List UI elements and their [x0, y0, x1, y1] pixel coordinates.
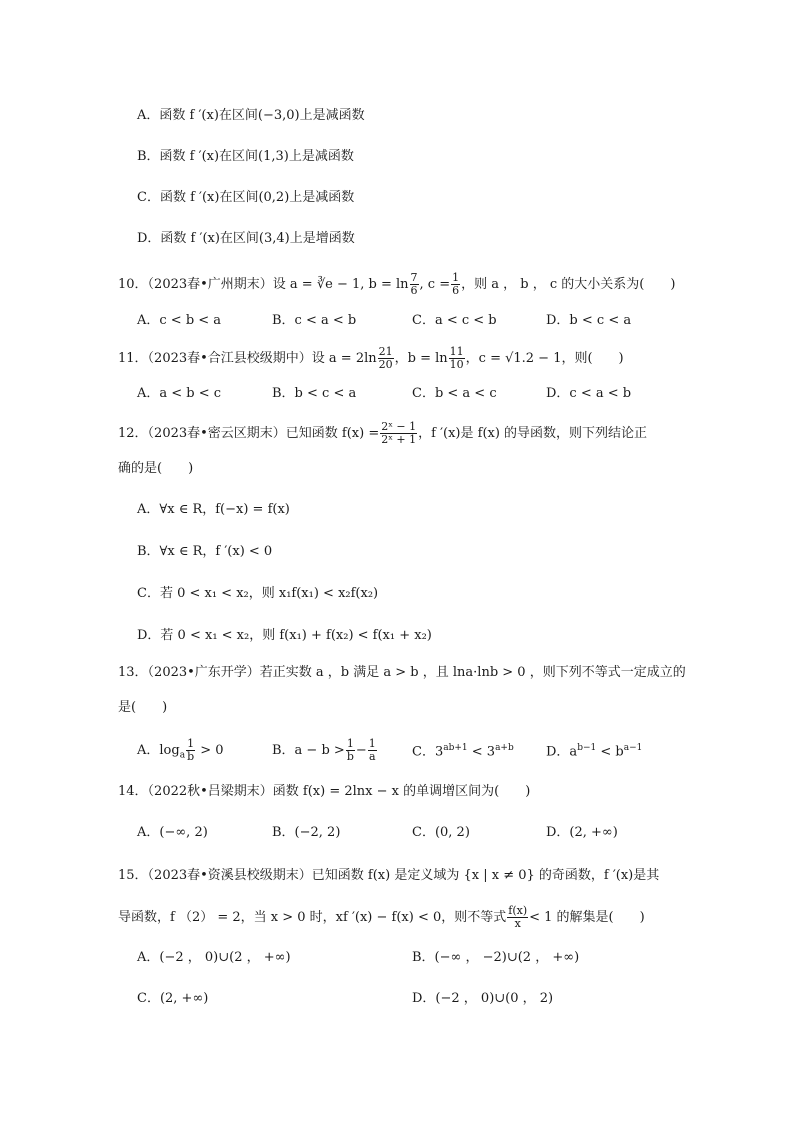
q12-stem — [118, 421, 647, 446]
q11-frac2-den: 10 — [449, 358, 464, 371]
q12-stem-b: ，f ′(x)是 f(x) 的导函数，则下列结论正 — [418, 426, 648, 441]
q13-d-sup2: a−1 — [623, 743, 643, 753]
q12-option-d: D．若 0 < x₁ < x₂，则 f(x₁) + f(x₂) < f(x₁ + x₂) — [137, 628, 432, 643]
q15-stem-line2 — [118, 905, 645, 930]
q11-option-d: D．c < a < b — [546, 386, 632, 401]
q13-c-mid: < 3 — [467, 744, 496, 760]
q14-option-b: B．(−2, 2) — [272, 825, 341, 840]
q11-stem-c: ，c = √1.2 − 1，则( ) — [465, 351, 624, 366]
q10-stem-b: , c = — [419, 277, 451, 292]
q13-a-frac-num: 1 — [187, 737, 195, 750]
q11-frac1-num: 21 — [378, 345, 393, 358]
q12-frac-num: 2ˣ − 1 — [381, 420, 417, 433]
q13-d-mid: < b — [596, 744, 624, 760]
q15-frac-num: f(x) — [508, 904, 528, 917]
q14-option-a: A．(−∞, 2) — [137, 825, 208, 840]
q13-b-fraction-2 — [368, 738, 377, 763]
q12-option-b: B．∀x ∈ R，f ′(x) < 0 — [137, 544, 273, 559]
q15-stem-line2-a: 导函数，f （2） = 2，当 x > 0 时，xf ′(x) − f(x) < 0，则不等式 — [118, 910, 507, 925]
q11-stem-a: 11．（2023春•合江县校级期中）设 a = 2ln — [118, 351, 377, 366]
q13-stem-line2: 是( ) — [118, 700, 168, 715]
q10-frac1-num: 7 — [410, 271, 418, 284]
q12-frac-den: 2ˣ + 1 — [381, 433, 417, 446]
q12-fraction — [380, 421, 417, 446]
q15-stem-line2-b: < 1 的解集是( ) — [529, 910, 645, 925]
q14-option-c: C．(0, 2) — [412, 825, 470, 840]
q14-stem: 14．（2022秋•吕梁期末）函数 f(x) = 2lnx − x 的单调增区间为( ) — [118, 784, 531, 799]
q10-fraction-2 — [451, 272, 460, 297]
q11-option-c: C．b < a < c — [412, 386, 497, 401]
q10-frac2-num: 1 — [452, 271, 460, 284]
q13-c-sup1: ab+1 — [443, 743, 468, 753]
q13-option-a — [137, 738, 224, 766]
q10-option-a: A．c < b < a — [137, 313, 222, 328]
q9-option-b: B．函数 f ′(x)在区间(1,3)上是减函数 — [137, 149, 354, 164]
q13-b-f2-den: a — [368, 750, 376, 763]
q10-option-d: D．b < c < a — [546, 313, 632, 328]
q10-frac2-den: 6 — [452, 284, 460, 297]
q13-d-sup1: b−1 — [577, 743, 597, 753]
q13-b-f2-num: 1 — [368, 737, 376, 750]
q13-option-d — [546, 738, 642, 762]
q15-option-d: D．(−2 ， 0)∪(0 ， 2) — [412, 991, 554, 1006]
q15-option-a: A．(−2 ， 0)∪(2 ， +∞) — [137, 950, 291, 965]
q9-option-d: D．函数 f ′(x)在区间(3,4)上是增函数 — [137, 231, 355, 246]
q13-a-post: > 0 — [196, 743, 224, 758]
q13-b-mid: − — [355, 743, 367, 758]
q9-option-a: A．函数 f ′(x)在区间(−3,0)上是减函数 — [137, 108, 365, 123]
q11-frac2-num: 11 — [449, 345, 464, 358]
q13-b-fraction-1 — [346, 738, 355, 763]
q15-fraction — [507, 905, 528, 930]
q10-frac1-den: 6 — [410, 284, 418, 297]
q13-stem-line1: 13．（2023•广东开学）若正实数 a ，b 满足 a > b ，且 lna·lnb > 0 ，则下列不等式一定成立的 — [118, 665, 686, 680]
q13-c-pre: C．3 — [412, 744, 444, 760]
q15-frac-den: x — [514, 917, 521, 930]
q13-d-pre: D．a — [546, 744, 578, 760]
q11-option-a: A．a < b < c — [137, 386, 222, 401]
q10-stem-a: 10．（2023春•广州期末）设 a = ∛e − 1, b = ln — [118, 277, 409, 292]
q13-a-frac-den: b — [187, 750, 195, 763]
q9-option-c: C．函数 f ′(x)在区间(0,2)上是减函数 — [137, 190, 355, 205]
q11-stem-b: ，b = ln — [394, 351, 448, 366]
q11-fraction-1 — [378, 346, 394, 371]
q12-option-a: A．∀x ∈ R，f(−x) = f(x) — [137, 502, 290, 517]
q13-option-b — [272, 738, 378, 763]
q10-option-b: B．c < a < b — [272, 313, 357, 328]
q11-frac1-den: 20 — [378, 358, 393, 371]
q13-b-pre: B．a − b > — [272, 743, 345, 758]
q12-stem-a: 12．（2023春•密云区期末）已知函数 f(x) = — [118, 426, 380, 441]
q13-a-fraction — [186, 738, 195, 763]
q14-option-d: D．(2, +∞) — [546, 825, 618, 840]
q13-option-c — [412, 738, 514, 762]
q13-a-sub: a — [179, 750, 186, 761]
q15-option-c: C．(2, +∞) — [137, 991, 209, 1006]
q11-fraction-2 — [449, 346, 465, 371]
q13-c-sup2: a+b — [495, 743, 514, 753]
q11-option-b: B．b < c < a — [272, 386, 357, 401]
q13-b-f1-den: b — [346, 750, 354, 763]
q13-b-f1-num: 1 — [346, 737, 354, 750]
q13-a-pre: A．log — [137, 743, 180, 758]
q10-stem — [118, 272, 675, 297]
q15-stem-line1: 15．（2023春•资溪县校级期末）已知函数 f(x) 是定义域为 {x | x ≠ 0} 的奇函数，f ′(x)是其 — [118, 868, 660, 883]
q10-fraction-1 — [410, 272, 419, 297]
q10-stem-c: ，则 a ， b ， c 的大小关系为( ) — [461, 277, 676, 292]
q11-stem — [118, 346, 624, 371]
q10-option-c: C．a < c < b — [412, 313, 497, 328]
q12-stem-line2: 确的是( ) — [118, 461, 194, 476]
q12-option-c: C．若 0 < x₁ < x₂，则 x₁f(x₁) < x₂f(x₂) — [137, 586, 379, 601]
q15-option-b: B．(−∞ ， −2)∪(2 ， +∞) — [412, 950, 580, 965]
